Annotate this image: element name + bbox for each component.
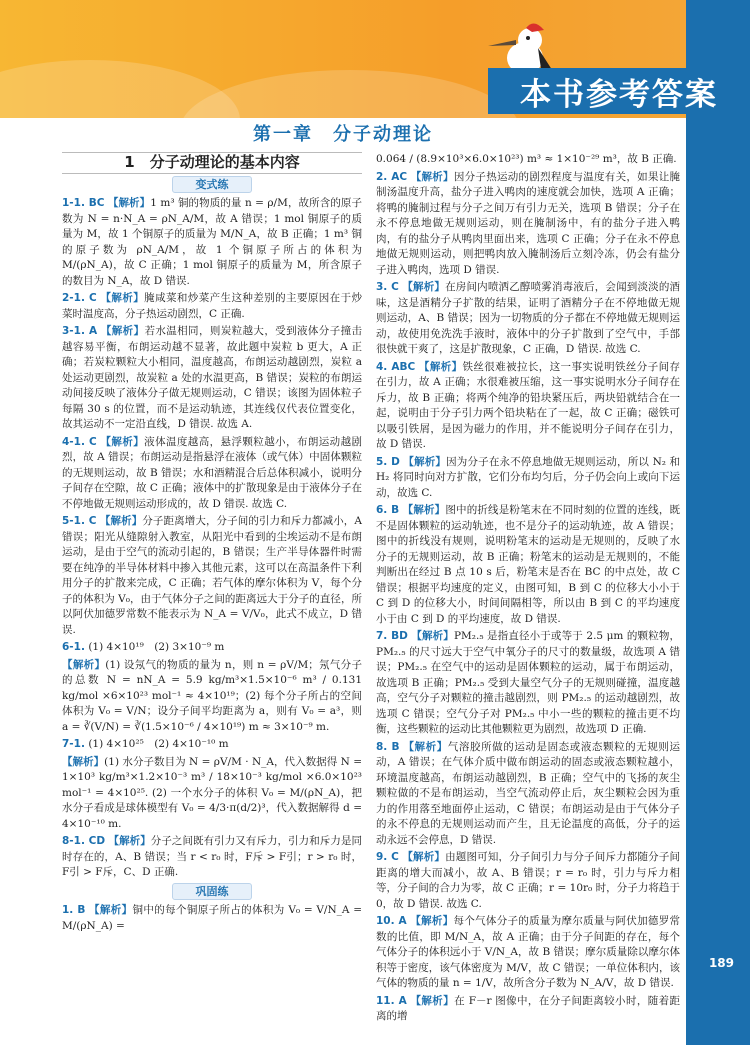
answer-item: [376, 455, 680, 502]
answer-text: 若水温相同，则炭粒越大，受到液体分子撞击越容易平衡，布朗运动越不显著，故此题中炭粒 b 更大，A 正确；若炭粒颗粒大小相同，温度越高，布朗运动越剧烈，炭粒 a 处运动更剧烈，故炭粒 a 处的水温更高，B 错误；炭粒的布朗运动间接反映了液体分子做无规则运动，C 错误；该图为固体粒子每隔 30 s 的位置，而不是运动轨迹，其连线仅代表位置变化，故其运动不一定沿直线，D 错误. 故选 A.: [62, 325, 362, 430]
analysis-tag: 【解析】: [403, 455, 447, 468]
analysis-tag: 【解析】: [410, 994, 455, 1007]
answer-text: 铜中的每个铜原子所占的体积为 V₀ = V/N_A = M/(ρN_A) =: [62, 904, 362, 932]
analysis-tag: 【解析】: [402, 281, 446, 293]
answer-text: 在房间内喷洒乙醇喷雾消毒液后，会闻到淡淡的酒味，这是酒精分子扩散的结果，证明了酒精分子在不停地做无规则运动，A、B 错误；因为一切物质的分子都在不停地做无规则运动，故使用免洗洗手液时，液体中的分子扩散到了空气中，手部很快就干爽了，这是扩散现象，C 正确，D 错误. 故选 C.: [376, 281, 681, 355]
analysis-tag: 【解析】: [410, 170, 454, 183]
answer-number: 4-1. C: [62, 435, 97, 448]
analysis-tag: 【解析】: [402, 851, 446, 863]
answer-item: [376, 629, 680, 738]
analysis-tag: 【解析】: [418, 360, 463, 373]
answer-text: 因分子热运动的剧烈程度与温度有关，如果让腌制汤温度升高，盐分子进入鸭肉的速度就会加快，选项 A 正确；将鸭的腌制过程与分子之间万有引力无关，选项 B 错误；分子在永不停息地做无规则运动，则在腌制汤中，有的盐分子进入鸭肉，有的盐分子从鸭肉里面出来，选项 C 正确；分子在永不停息地做无规则运动，则把鸭肉放入腌制汤后立刻冷冻，仍会有盐分子进入鸭肉，选项 D 错误.: [376, 170, 681, 276]
answer-item: [376, 152, 680, 168]
analysis-tag: 【解析】: [89, 904, 133, 916]
answer-item: [62, 737, 362, 753]
answer-text: 1 m³ 铜的物质的量 n = ρ/M，故所含的原子数为 N = n·N_A = ρN_A/M，故 A 错误；1 mol 铜原子的质量为 M，故 1 个铜原子的质量为 M/N_A，故 B 正确；1 m³ 铜的原子数为 ρN_A/M，故 1 个铜原子所占的体积为 M/(ρN_A)，故 C 正确；1 mol 铜原子的质量为 M，所含原子的数目为 N_A，故 D 错误.: [62, 197, 363, 287]
analysis-tag: 【解析】: [108, 835, 151, 847]
section-title: 1 分子动理论的基本内容: [62, 152, 362, 174]
answer-text: 在 F－r 图像中，在分子间距离较小时，随着距离的增: [376, 994, 681, 1022]
answer-item: [62, 903, 362, 934]
answer-text: (1) 设氖气的物质的量为 n，则 n = ρV/M；氖气分子的总数 N = nN_A = 5.9 kg/m³×1.5×10⁻⁶ m³ / 0.131 kg/mol ×6×10²³ mol⁻¹ ≈ 4×10¹⁹；(2) 每个分子所占的空间体积为 V₀ = V/N；设分子间平均距离为 a，则有 V₀ = a³，则 a = ∛(V/N) = ∛(1.5×10⁻⁶ / 4×10¹⁹) m ≈ 3×10⁻⁹ m.: [62, 658, 362, 733]
answer-number: 1-1. BC: [62, 197, 105, 209]
answer-text: (1) 水分子数目为 N = ρV/M · N_A，代入数据得 N = 1×10³ kg/m³×1.2×10⁻³ m³ / 18×10⁻³ kg/mol ×6.0×10²³ mol⁻¹ = 4×10²⁵. (2) 一个水分子的体积 V₀ = M/(ρN_A)，把水分子看成是球体模型有 V₀ = 4/3·π(d/2)³，代入数据解得 d = 4×10⁻¹⁰ m.: [62, 755, 362, 830]
answer-number: 5. D: [376, 455, 400, 468]
answer-item: [376, 914, 680, 992]
answer-item: [376, 503, 680, 627]
answer-text: 分子之间既有引力又有斥力，引力和斥力是同时存在的，A、B 错误；当 r < r₀ 时，F斥 > F引；r > r₀ 时，F引 > F斥，C、D 正确.: [62, 835, 363, 878]
answer-text: 分子距离增大，分子间的引力和斥力都减小，A 错误；阳光从缝隙射入教室，从阳光中看到的尘埃运动不是布朗运动，是由于空气的流动引起的，B 错误；生产半导体器件时需要在纯净的半导体材料中掺入其他元素，这可以在高温条件下利用分子的扩散来完成，C 正确；若气体的摩尔体积为 V，每个分子的体积为 V₀，由于气体分子之间的距离远大于分子的直径，所以阿伏加德罗常数不能表示为 N_A = V/V₀，此式不成立，D 错误.: [62, 515, 362, 636]
side-strip: [686, 118, 750, 1045]
variant-label: 变式练: [172, 176, 252, 194]
answer-item: [62, 755, 362, 833]
answer-number: 11. A: [376, 994, 407, 1007]
answer-number: 2. AC: [376, 170, 408, 183]
answer-item: [62, 834, 362, 881]
answer-text: 铁丝很难被拉长，这一事实说明铁丝分子间存在引力，故 A 正确；水很难被压缩，这一事实说明水分子间存在斥力，故 B 正确；将两个纯净的铅块紧压后，两块铅就结合在一起，说明由于分子引力两个铅块粘在了一起，故 C 正确；磁铁可以吸引铁屑，是因为磁力的作用，并不能说明分子间存在引力，故 D 错误.: [376, 360, 680, 450]
answer-text: (1) 4×10²⁵ (2) 4×10⁻¹⁰ m: [88, 738, 229, 750]
hill-decoration: [180, 70, 520, 118]
answer-item: [376, 170, 680, 279]
page-title: 本书参考答案: [488, 68, 750, 114]
answer-text: 0.064 / (8.9×10³×6.0×10²³) m³ ≈ 1×10⁻²⁹ m³，故 B 正确.: [376, 153, 677, 165]
answer-number: 4. ABC: [376, 360, 416, 373]
answer-text: (1) 4×10¹⁹ (2) 3×10⁻⁹ m: [88, 641, 225, 653]
answer-item: [376, 360, 680, 453]
analysis-tag: 【解析】: [100, 435, 145, 448]
answer-number: 5-1. C: [62, 515, 97, 527]
answer-item: [62, 196, 362, 289]
answer-item: [376, 280, 680, 358]
answer-number: 3-1. A: [62, 325, 98, 337]
page-number: 189: [708, 956, 734, 970]
left-column: [62, 152, 362, 936]
answer-text: 图中的折线是粉笔末在不同时刻的位置的连线，既不是固体颗粒的运动轨迹，也不是分子的运动轨迹，故 A 错误；图中的折线没有规则，说明粉笔末的运动是无规则的，反映了水分子的无规则运动，故 B 正确；粉笔末的运动是无规则的，不能判断出在经过 B 点 10 s 后，粉笔末是否在 BC 的中点处，故 C 错误；根据平均速度的定义，由图可知，B 到 C 的位移大小小于 C 到 D 的位移大小，时间间隔相等，所以由 B 到 C 的平均速度小于由 C 到 D 的平均速度，故 D 错误.: [376, 504, 681, 625]
consolidate-label: 巩固练: [172, 883, 252, 901]
answer-number: 9. C: [376, 851, 399, 863]
analysis-tag: 【解析】: [62, 755, 105, 768]
analysis-tag: 【解析】: [411, 630, 454, 642]
analysis-tag: 【解析】: [402, 504, 446, 516]
answer-number: 8. B: [376, 740, 400, 753]
answer-item: [376, 740, 680, 849]
answer-item: [62, 514, 362, 638]
answer-text: 腌咸菜和炒菜产生这种差别的主要原因在于炒菜时温度高，分子热运动剧烈，C 正确.: [62, 292, 363, 320]
analysis-tag: 【解析】: [62, 658, 106, 671]
answer-number: 10. A: [376, 915, 407, 927]
analysis-tag: 【解析】: [100, 325, 145, 337]
answer-number: 7. BD: [376, 630, 408, 642]
answer-item: [376, 994, 680, 1025]
analysis-tag: 【解析】: [99, 515, 143, 527]
right-answer-list: [376, 152, 680, 1025]
answer-item: [62, 324, 362, 433]
analysis-tag: 【解析】: [410, 915, 454, 927]
answer-item: [62, 435, 362, 513]
answer-text: 因为分子在永不停息地做无规则运动，所以 N₂ 和 H₂ 将同时向对方扩散，它们分布均匀后，分子仍会向上或向下运动，故选 C.: [376, 455, 681, 499]
answer-number: 2-1. C: [62, 292, 97, 304]
answer-number: 6-1.: [62, 641, 85, 653]
answer-item: [62, 291, 362, 322]
answer-text: PM₂.₅ 是指直径小于或等于 2.5 μm 的颗粒物，PM₂.₅ 的尺寸远大于空气中氧分子的尺寸的数量级，故选项 A 错误；PM₂.₅ 在空气中的运动是固体颗粒的运动，属于布朗运动，故选项 B 正确；PM₂.₅ 受到大量空气分子的无规则碰撞，温度越高，空气分子对颗粒的撞击越剧烈，则 PM₂.₅ 的运动越剧烈，故选项 C 错误；空气分子对 PM₂.₅ 中小一些的颗粒的撞击更不均衡，这些颗粒的运动比其他颗粒更为剧烈，故选项 D 正确.: [376, 630, 680, 735]
answer-number: 8-1. CD: [62, 835, 106, 847]
right-column: [376, 152, 680, 1027]
chapter-title: 第一章 分子动理论: [253, 124, 433, 145]
analysis-tag: 【解析】: [100, 292, 145, 304]
left-answer-list: [62, 196, 362, 934]
answer-number: 6. B: [376, 504, 400, 516]
answer-text: 气溶胶所做的运动是固态或液态颗粒的无规则运动，A 错误；在气体介质中做布朗运动的固态或液态颗粒越小，环境温度越高，布朗运动越剧烈，B 正确；空气中的飞扬的灰尘颗粒做的不是布朗运动，当空气流动停止后，灰尘颗粒会因为重力的作用落至地面停止运动，C 错误；布朗运动是由于气体分子的永不停息的无规则运动而产生，且无论温度的高低，分子的运动永远不会停息，D 错误.: [376, 740, 680, 846]
answer-text: 液体温度越高，悬浮颗粒越小，布朗运动越剧烈，故 A 错误；布朗运动是指悬浮在液体（或气体）中固体颗粒的无规则运动，故 B 错误；水和酒精混合后总体积减小，说明分子间存在空隙，故 C 正确；液体中的扩散现象是由于液体分子在不停地做无规则运动形成的，故 D 错误. 故选 C.: [62, 435, 363, 510]
analysis-tag: 【解析】: [107, 197, 151, 209]
answer-text: 每个气体分子的质量为摩尔质量与阿伏加德罗常数的比值，即 M/N_A，故 A 正确；由于分子间距的存在，每个气体分子的体积远小于 V/N_A，故 B 错误；摩尔质量除以摩尔体积等于密度，该气体密度为 M/V，故 C 错误；一单位体积内，该气体的物质的量 n = 1/V，故所含分子数为 N_A/V，故 D 错误.: [376, 915, 681, 989]
answer-item: [62, 658, 362, 736]
answer-number: 3. C: [376, 281, 399, 293]
answer-item: [62, 640, 362, 656]
answer-number: 1. B: [62, 904, 86, 916]
answer-text: 由题图可知，分子间引力与分子间斥力都随分子间距离的增大而减小，故 A、B 错误；r = r₀ 时，引力与斥力相等，分子间的合力为零，故 C 正确；r = 10r₀ 时，分子力将趋于 0，故 D 错误. 故选 C.: [376, 851, 681, 910]
answer-number: 7-1.: [62, 738, 85, 750]
answer-item: [376, 850, 680, 912]
analysis-tag: 【解析】: [403, 740, 448, 753]
